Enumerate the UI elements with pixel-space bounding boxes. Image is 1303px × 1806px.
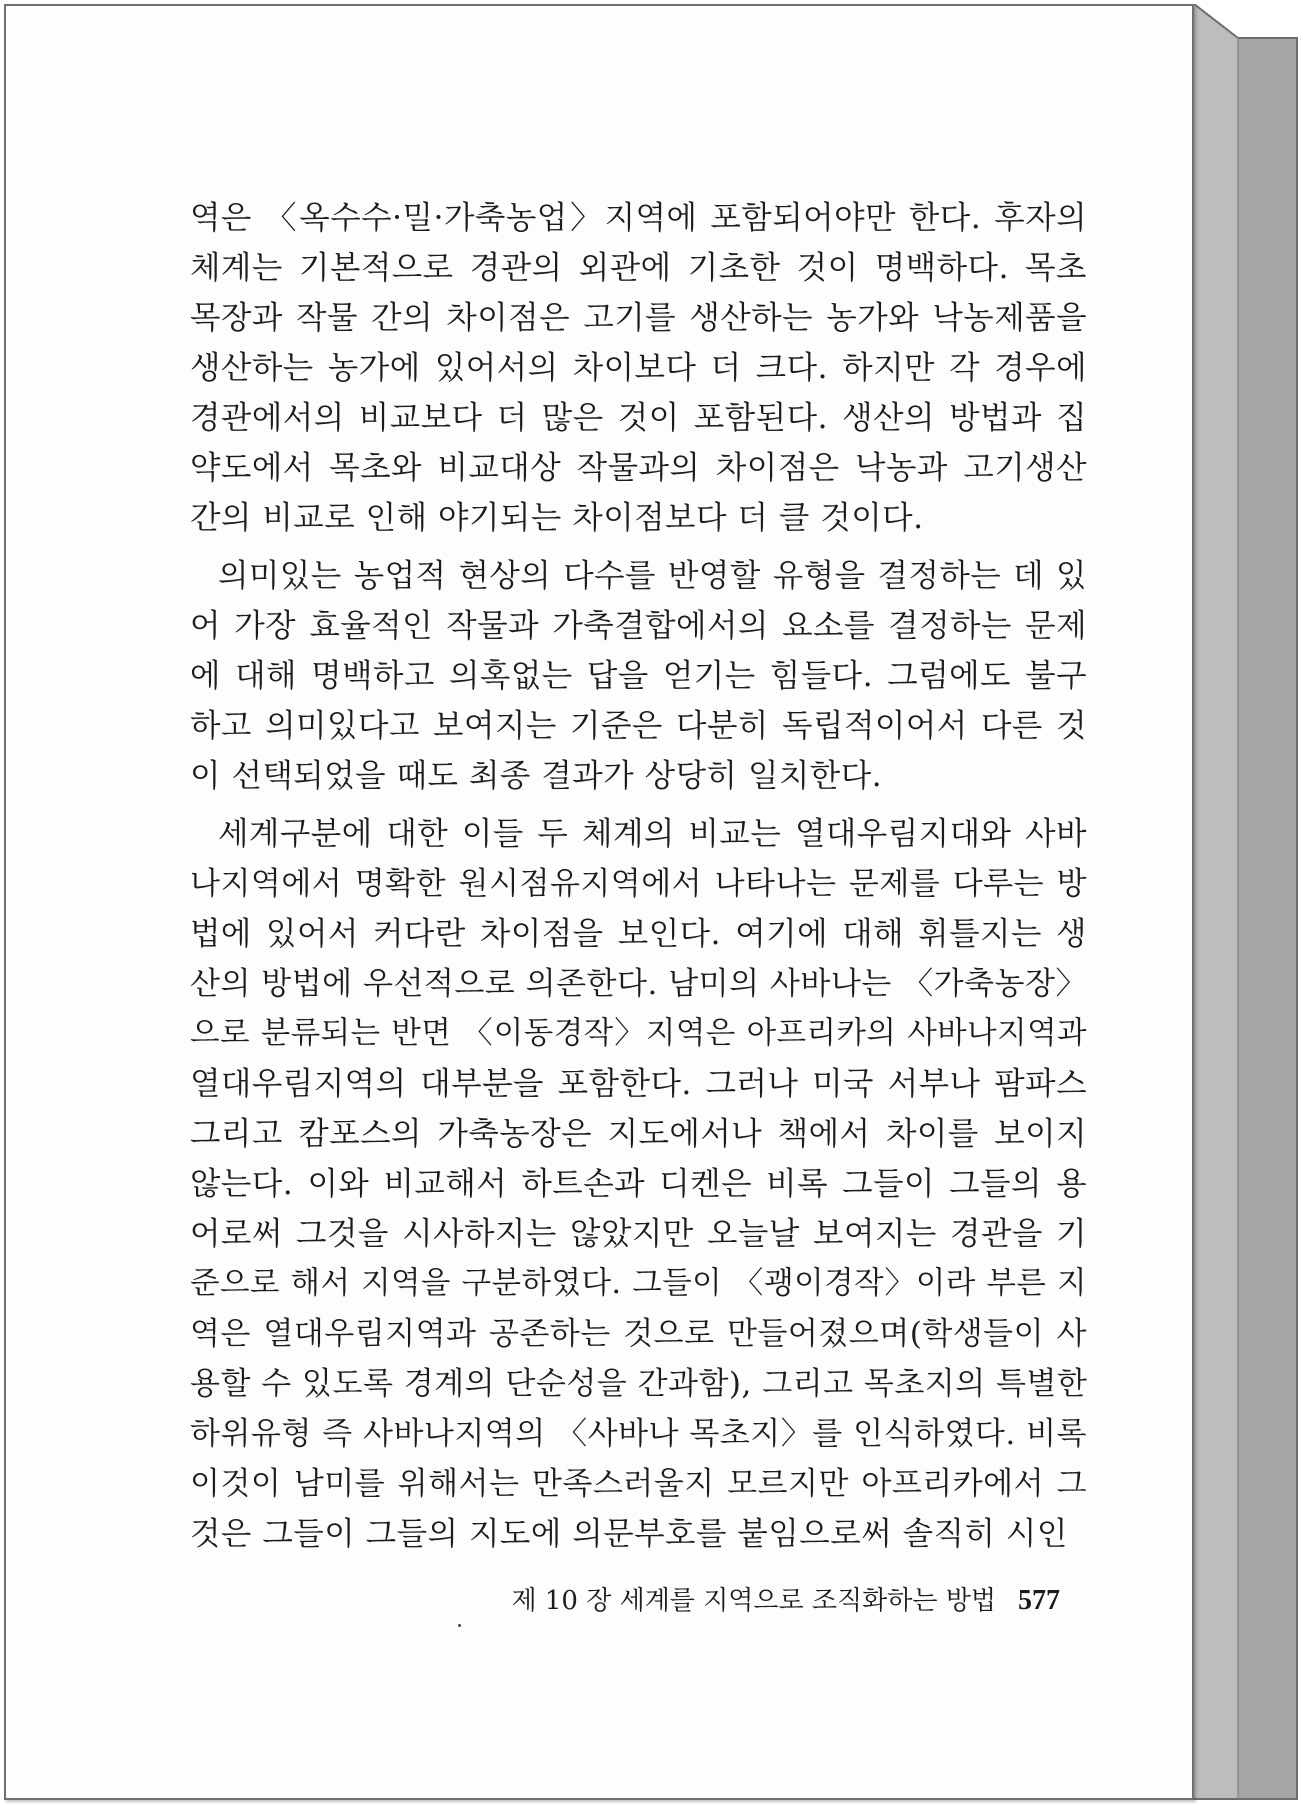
page-footer [480,1580,1060,1617]
paragraph [190,193,1087,543]
text-line: 체계는 기본적으로 경관의 외관에 기초한 것이 명백하다. 목초 [190,250,1087,286]
text-line: 이것이 남미를 위해서는 만족스러울지 모르지만 아프리카에서 그 [190,1466,1087,1502]
text-line: 경관에서의 비교보다 더 많은 것이 포함된다. 생산의 방법과 집 [190,400,1087,436]
paragraph [190,551,1087,801]
text-line: 어 가장 효율적인 작물과 가축결합에서의 요소를 결정하는 문제 [190,608,1087,644]
print-speck [458,1624,461,1627]
page-number: 577 [1018,1585,1060,1616]
text-line: 이 선택되었을 때도 최종 결과가 상당히 일치한다. [190,758,883,794]
text-line: 나지역에서 명확한 원시점유지역에서 나타나는 문제를 다루는 방 [190,866,1087,902]
text-line: 약도에서 목초와 비교대상 작물과의 차이점은 낙농과 고기생산 [190,450,1087,486]
body-text [190,193,1087,1559]
text-line: 않는다. 이와 비교해서 하트손과 디켄은 비록 그들이 그들의 용 [190,1166,1087,1202]
text-line: 준으로 해서 지역을 구분하였다. 그들이 〈괭이경작〉이라 부른 지 [190,1266,1087,1301]
text-line: 용할 수 있도록 경계의 단순성을 간과함), 그리고 목초지의 특별한 [190,1366,1088,1402]
text-line: 하위유형 즉 사바나지역의 〈사바나 목초지〉를 인식하였다. 비록 [190,1416,1087,1452]
text-line: 어로써 그것을 시사하지는 않았지만 오늘날 보여지는 경관을 기 [190,1216,1087,1252]
text-line: 으로 분류되는 반면 〈이동경작〉지역은 아프리카의 사바나지역과 [190,1016,1087,1051]
text-line: 법에 있어서 커다란 차이점을 보인다. 여기에 대해 휘틀지는 생 [190,916,1087,952]
text-line: 세계구분에 대한 이들 두 체계의 비교는 열대우림지대와 사바 [218,816,1087,852]
text-line: 산의 방법에 우선적으로 의존한다. 남미의 사바나는 〈가축농장〉 [190,966,1087,1002]
text-line: 것은 그들이 그들의 지도에 의문부호를 붙임으로써 솔직히 시인 [190,1516,1068,1552]
text-line: 에 대해 명백하고 의혹없는 답을 얻기는 힘들다. 그럼에도 불구 [190,658,1087,694]
text-line: 역은 열대우림지역과 공존하는 것으로 만들어졌으며(학생들이 사 [190,1316,1087,1352]
text-line: 간의 비교로 인해 야기되는 차이점보다 더 클 것이다. [190,500,924,536]
book-side-edge [1194,4,1298,1800]
paragraph [190,809,1087,1559]
running-chapter-title: 제 10 장 세계를 지역으로 조직화하는 방법 [511,1586,996,1616]
text-line: 목장과 작물 간의 차이점은 고기를 생산하는 농가와 낙농제품을 [190,300,1087,336]
text-line: 열대우림지역의 대부분을 포함한다. 그러나 미국 서부나 팜파스 [190,1066,1087,1102]
text-line: 역은 〈옥수수·밀·가축농업〉지역에 포함되어야만 한다. 후자의 [190,200,1087,236]
text-line: 그리고 캄포스의 가축농장은 지도에서나 책에서 차이를 보이지 [190,1116,1087,1152]
text-line: 의미있는 농업적 현상의 다수를 반영할 유형을 결정하는 데 있 [218,558,1087,594]
text-line: 생산하는 농가에 있어서의 차이보다 더 크다. 하지만 각 경우에 [190,350,1087,386]
text-line: 하고 의미있다고 보여지는 기준은 다분히 독립적이어서 다른 것 [190,708,1087,744]
